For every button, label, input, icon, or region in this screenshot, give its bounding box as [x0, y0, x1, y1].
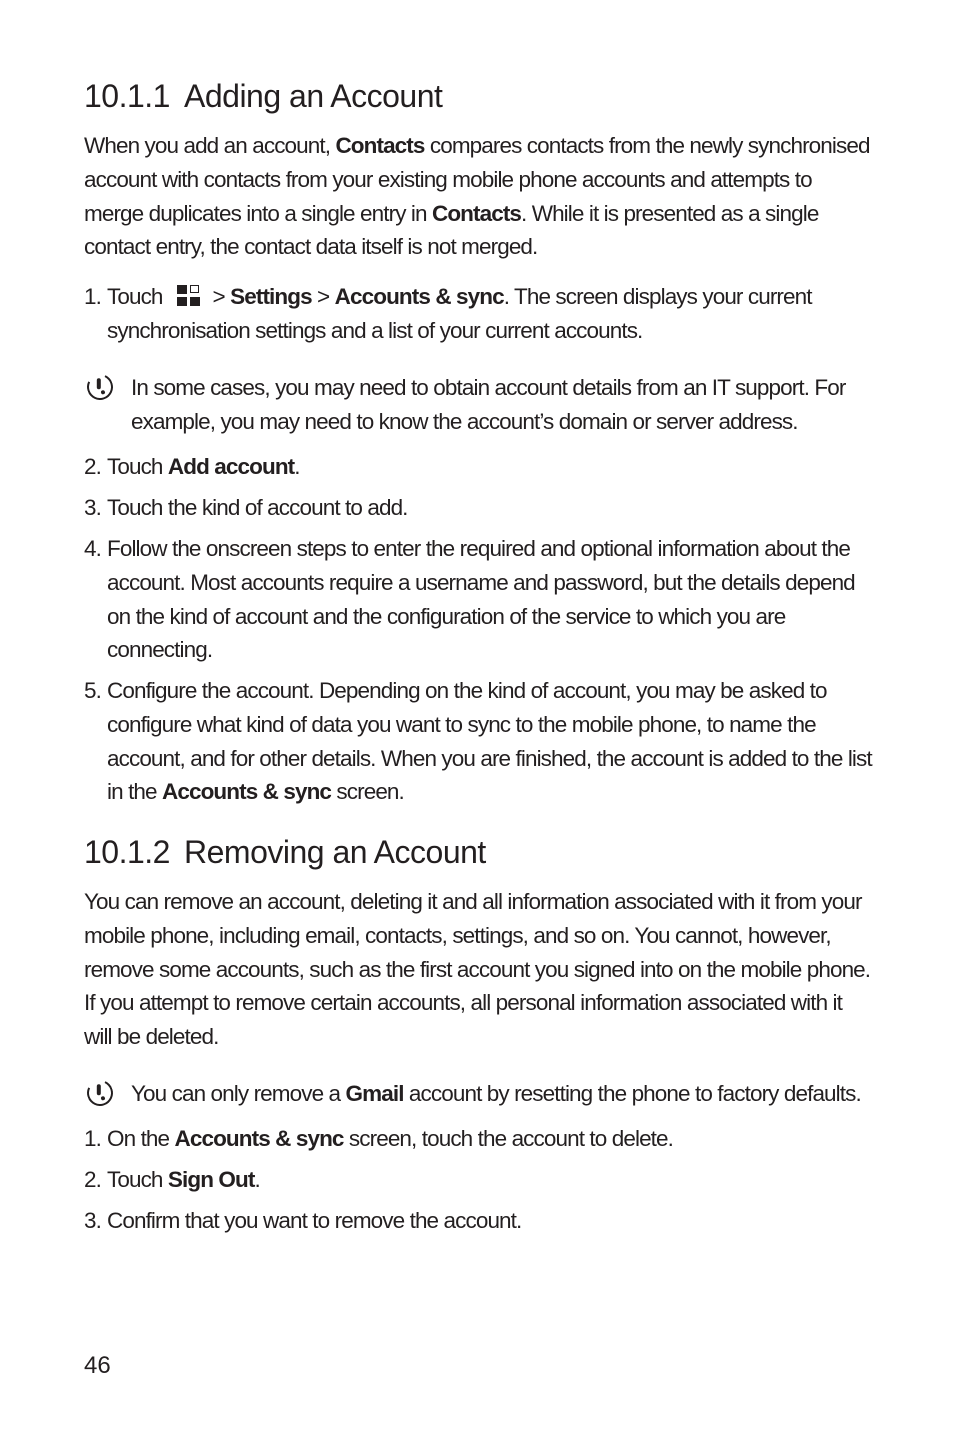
adding-account-intro: When you add an account, Contacts compares contacts from the newly synchronised account with contacts from your existing mobile phone accounts and attempts to merge duplicates into a single entry in Contacts. While it is presented as a single contact entry, the contact data itself is not merged.	[84, 133, 870, 260]
adding-step-4: 4. Follow the onscreen steps to enter the required and optional information about the account. Most accounts require a username and password, but the details depend on the kind of account and the configuration of the service to which you are connecting.	[84, 536, 855, 663]
section-heading-adding-account: 10.1.1 Adding an Account	[84, 78, 443, 114]
removing-step-1: 1. On the Accounts & sync screen, touch the account to delete.	[84, 1126, 673, 1151]
removing-step-2: 2. Touch Sign Out.	[84, 1167, 260, 1192]
adding-step-3: 3. Touch the kind of account to add.	[84, 495, 408, 520]
caution-icon	[83, 1076, 116, 1109]
removing-step-3: 3. Confirm that you want to remove the account.	[84, 1208, 522, 1233]
removing-account-intro: You can remove an account, deleting it and all information associated with it from your mobile phone, including email, contacts, settings, and so on. You cannot, however, remove some accounts, such as the first account you signed into on the mobile phone. If you attempt to remove certain accounts, all personal information associated with it will be deleted.	[84, 889, 871, 1050]
page-number: 46	[84, 1352, 111, 1379]
adding-step-1: 1. Touch > Settings > Accounts & sync. The screen displays your current synchronisation settings and a list of your current accounts.	[84, 284, 812, 343]
adding-step-5: 5. Configure the account. Depending on the kind of account, you may be asked to configure what kind of data you want to sync to the mobile phone, to name the account, and for other details. When you are finished, the account is added to the list in the Accounts & sync screen.	[84, 678, 872, 805]
section-heading-removing-account: 10.1.2 Removing an Account	[84, 834, 486, 870]
adding-step-2: 2. Touch Add account.	[84, 454, 300, 479]
caution-icon	[83, 370, 116, 403]
apps-grid-icon	[177, 285, 201, 307]
